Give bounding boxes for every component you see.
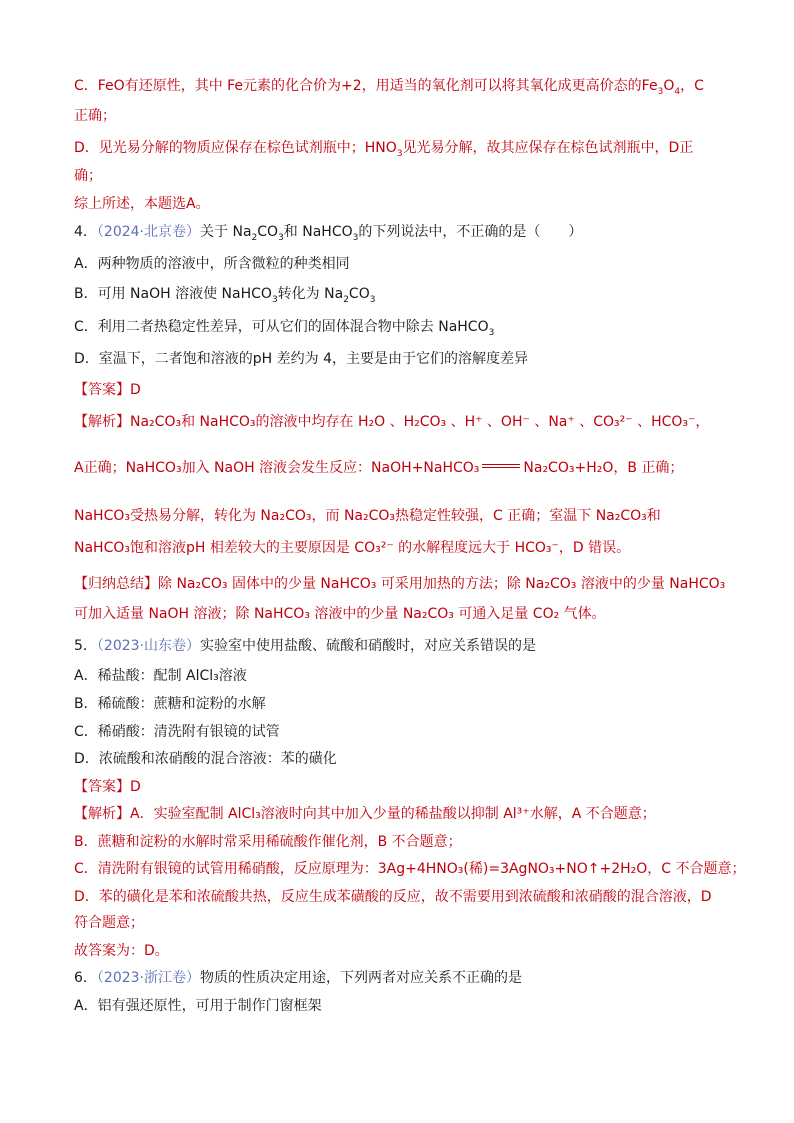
question-5-analysis-3: C．清洗附有银镜的试管用稀硝酸，反应原理为：3Ag+4HNO₃(稀)=3AgNO₃+NO↑+2H₂O，C 不合题意； [74, 861, 746, 877]
question-5-option-b: B．稀硫酸：蔗糖和淀粉的水解 [74, 696, 266, 712]
question-5-option-a: A．稀盐酸：配制 AlCl₃溶液 [74, 668, 247, 684]
q3-option-d-analysis-cont: 确； [74, 168, 102, 184]
question-6-option-a: A．铝有强还原性，可用于制作门窗框架 [74, 998, 322, 1014]
question-4-analysis-2: A正确；NaHCO₃加入 NaOH 溶液会发生反应：NaOH+NaHCO₃ Na₂CO₃+H₂O，B 正确； [74, 460, 684, 476]
question-5-answer: 【答案】D [74, 779, 141, 795]
question-5-option-d: D．浓硫酸和浓硝酸的混合溶液：苯的磺化 [74, 751, 337, 767]
question-5-option-c: C．稀硝酸：清洗附有银镜的试管 [74, 724, 280, 740]
question-4-analysis-1: 【解析】Na₂CO₃和 NaHCO₃的溶液中均存在 H₂O 、H₂CO₃ 、H⁺ 、OH⁻ 、Na⁺ 、CO₃²⁻ 、HCO₃⁻， [74, 414, 710, 430]
equation-equals-sign [482, 464, 520, 468]
question-4-option-c: C．利用二者热稳定性差异，可从它们的固体混合物中除去 NaHCO$_3$ [74, 319, 495, 338]
question-4-option-a: A．两种物质的溶液中，所含微粒的种类相同 [74, 256, 350, 272]
question-5-analysis-1: 【解析】A．实验室配制 AlCl₃溶液时向其中加入少量的稀盐酸以抑制 Al³⁺水解，A 不合题意； [74, 806, 656, 822]
question-4-option-b: B．可用 NaOH 溶液使 NaHCO$_3$转化为 $Na_2CO_3$ [74, 286, 376, 305]
question-5-analysis-2: B．蔗糖和淀粉的水解时常采用稀硫酸作催化剂，B 不合题意； [74, 834, 462, 850]
question-source: （2024·北京卷） [96, 224, 201, 240]
question-5-analysis-5: 符合题意； [74, 915, 144, 931]
question-4-summary-2: 可加入适量 NaOH 溶液；除 NaHCO₃ 溶液中的少量 Na₂CO₃ 可通入足量 CO₂ 气体。 [74, 606, 606, 622]
question-4-analysis-3: NaHCO₃受热易分解，转化为 Na₂CO₃，而 Na₂CO₃热稳定性较强，C 正确；室温下 Na₂CO₃和 [74, 508, 661, 524]
question-6-stem: 6．（2023·浙江卷）物质的性质决定用途，下列两者对应关系不正确的是 [74, 970, 523, 986]
q3-option-c-analysis-cont: 正确； [74, 108, 116, 124]
question-4-stem: 4．（2024·北京卷）关于 $Na_2CO_3$和 NaHCO$_3$的下列说法中，不正确的是（ ） [74, 224, 583, 243]
question-source: （2023·浙江卷） [96, 970, 201, 986]
question-4-analysis-4: NaHCO₃饱和溶液pH 相差较大的主要原因是 CO₃²⁻ 的水解程度远大于 HCO₃⁻，D 错误。 [74, 540, 631, 556]
question-4-answer: 【答案】D [74, 382, 141, 398]
question-5-stem: 5．（2023·山东卷）实验室中使用盐酸、硫酸和硝酸时，对应关系错误的是 [74, 638, 537, 654]
q3-option-c-analysis: C．FeO有还原性，其中 Fe元素的化合价为+2，用适当的氧化剂可以将其氧化成更高价态的$Fe_3O_4$，C [74, 78, 704, 97]
q3-option-d-analysis: D．见光易分解的物质应保存在棕色试剂瓶中；$HNO_3$见光易分解，故其应保存在棕色试剂瓶中，D正 [74, 140, 694, 159]
question-source: （2023·山东卷） [96, 638, 201, 654]
question-5-analysis-4: D．苯的磺化是苯和浓硫酸共热，反应生成苯磺酸的反应，故不需要用到浓硫酸和浓硝酸的混合溶液，D [74, 889, 712, 905]
question-5-conclusion: 故答案为：D。 [74, 943, 169, 959]
question-4-option-d: D．室温下，二者饱和溶液的pH 差约为 4，主要是由于它们的溶解度差异 [74, 351, 529, 367]
question-4-summary-1: 【归纳总结】除 Na₂CO₃ 固体中的少量 NaHCO₃ 可采用加热的方法；除 Na₂CO₃ 溶液中的少量 NaHCO₃ [74, 576, 726, 592]
q3-conclusion: 综上所述，本题选A。 [74, 196, 210, 212]
